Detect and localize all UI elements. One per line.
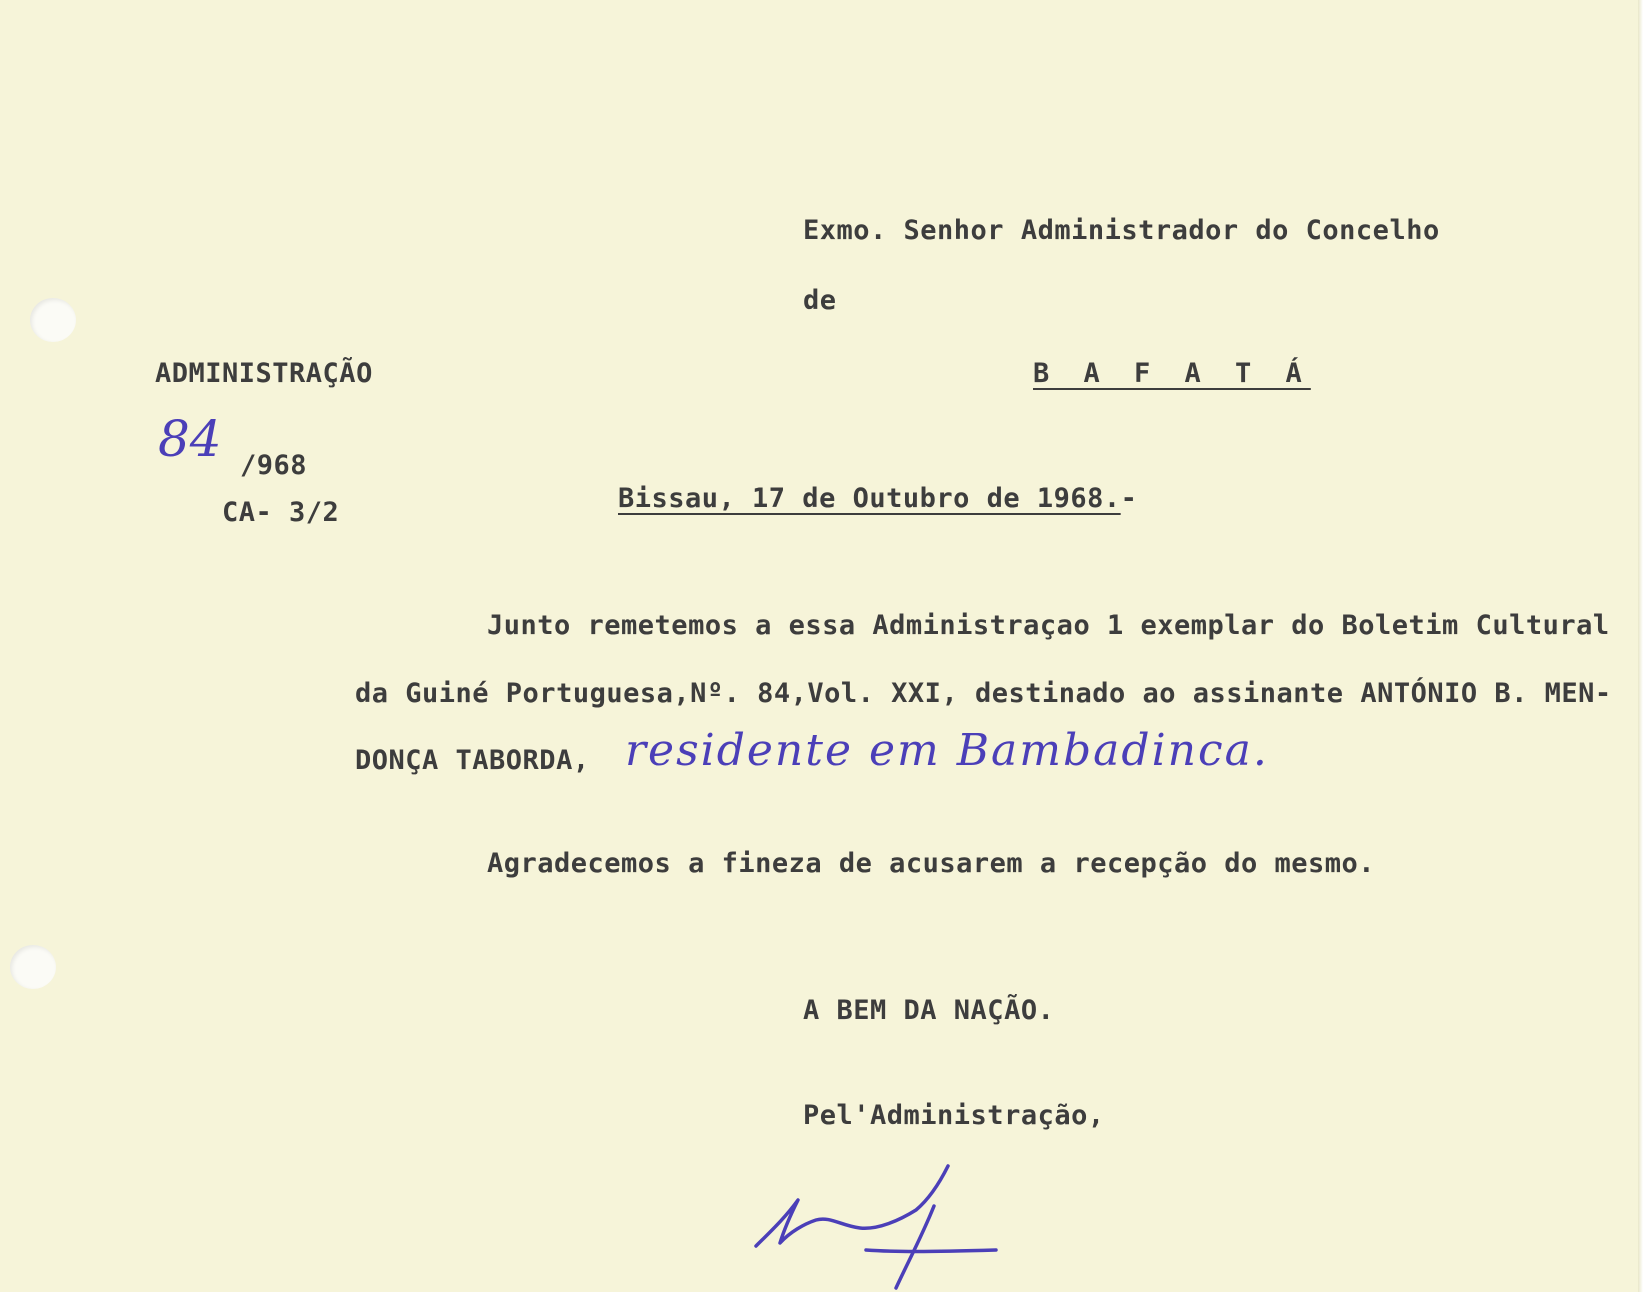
- date-line: [618, 483, 1137, 514]
- reference-code: CA- 3/2: [222, 497, 340, 528]
- handwritten-signature: [750, 1140, 1010, 1300]
- reference-number-handwritten: 84: [158, 410, 222, 468]
- destination: B A F A T Á: [1033, 358, 1311, 389]
- addressee-line-1: Exmo. Senhor Administrador do Concelho: [803, 215, 1440, 246]
- body-line-3: DONÇA TABORDA,: [355, 745, 590, 776]
- handwritten-addition: residente em Bambadinca.: [625, 725, 1269, 776]
- paper-edge-bottom: [0, 1292, 1643, 1300]
- body-line-1: Junto remetemos a essa Administraçao 1 exemplar do Boletim Cultural: [487, 610, 1610, 641]
- reference-year: /968: [240, 450, 308, 481]
- paper-edge-right: [1638, 0, 1643, 1300]
- closing-line: A BEM DA NAÇÃO.: [803, 995, 1055, 1026]
- signoff-line: Pel'Administração,: [803, 1100, 1105, 1131]
- date-suffix: -: [1120, 483, 1138, 514]
- date-text: Bissau, 17 de Outubro de 1968.: [618, 483, 1121, 514]
- body-line-2: da Guiné Portuguesa,Nº. 84,Vol. XXI, destinado ao assinante ANTÓNIO B. MEN-: [355, 678, 1612, 709]
- thanks-line: Agradecemos a fineza de acusarem a recepção do mesmo.: [487, 848, 1376, 879]
- punch-hole-bottom: [10, 945, 56, 989]
- sender-header: ADMINISTRAÇÃO: [155, 358, 373, 389]
- punch-hole-top: [30, 298, 76, 342]
- addressee-line-2: de: [803, 285, 837, 316]
